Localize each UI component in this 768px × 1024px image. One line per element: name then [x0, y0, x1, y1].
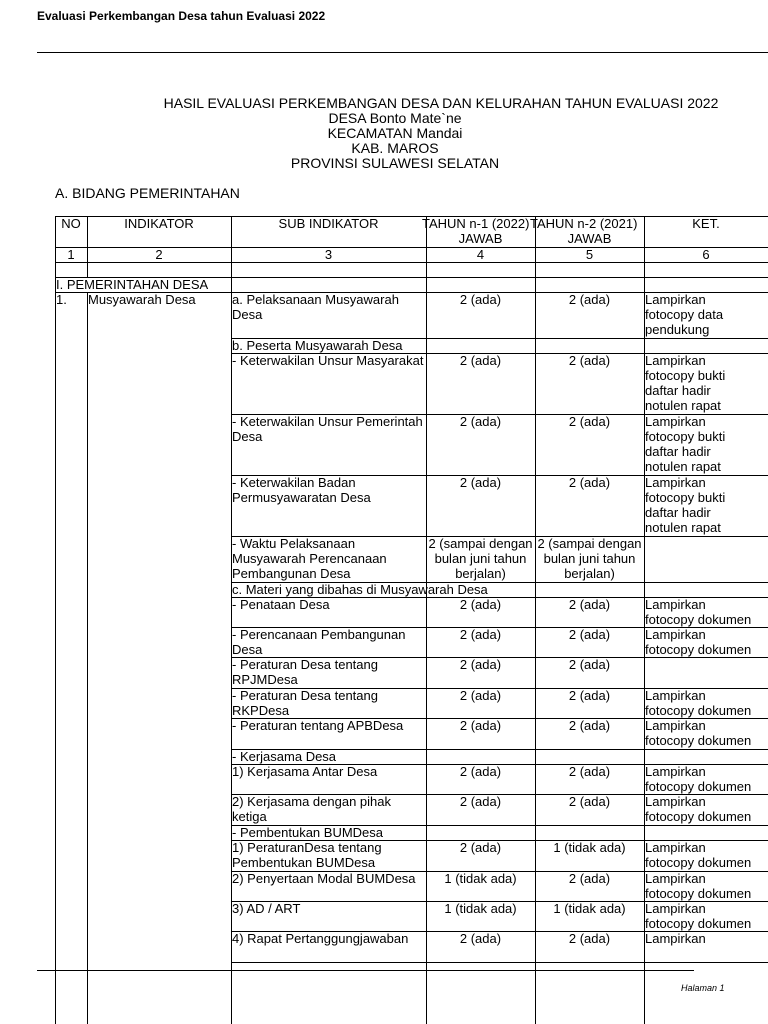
column-number: 3 — [324, 247, 333, 262]
sub-indikator: - Keterwakilan Badan — [232, 475, 356, 490]
desa-line: DESA Bonto Mate`ne — [328, 110, 462, 126]
column-number: 5 — [585, 247, 594, 262]
sub-indikator: c. Materi yang dibahas di Musyawarah Desa — [232, 582, 488, 597]
keterangan: fotocopy bukti — [645, 490, 726, 505]
sub-indikator: - Keterwakilan Unsur Pemerintah — [232, 414, 423, 429]
sub-indikator: Musyawarah Perencanaan — [232, 551, 387, 566]
report-title: HASIL EVALUASI PERKEMBANGAN DESA DAN KELURAHAN TAHUN EVALUASI 2022 — [163, 95, 719, 111]
sub-indikator: 2) Penyertaan Modal BUMDesa — [232, 871, 416, 886]
sub-indikator: Desa — [232, 307, 263, 322]
tahun-n1-value: 1 (tidak ada) — [444, 901, 517, 916]
tahun-n1-value: 2 (ada) — [459, 597, 502, 612]
column-rule — [87, 262, 88, 277]
sub-indikator: 1) PeraturanDesa tentang — [232, 840, 382, 855]
column-number: 1 — [67, 247, 75, 262]
tahun-n1-value: 2 (ada) — [459, 931, 502, 946]
keterangan: fotocopy dokumen — [645, 855, 752, 870]
sub-indikator: Desa — [232, 429, 263, 444]
column-number: 6 — [702, 247, 710, 262]
header-tahun-n1: TAHUN n-1 (2022) — [422, 216, 530, 231]
keterangan: notulen rapat — [645, 520, 721, 535]
sub-indikator: - Peraturan tentang APBDesa — [232, 718, 404, 733]
keterangan: Lampirkan — [645, 901, 706, 916]
tahun-n2-value: berjalan) — [564, 566, 615, 581]
keterangan: fotocopy data — [645, 307, 724, 322]
section-heading: A. BIDANG PEMERINTAHAN — [55, 185, 240, 201]
tahun-n2-value: 2 (ada) — [568, 764, 611, 779]
keterangan: fotocopy dokumen — [645, 809, 752, 824]
tahun-n2-value: 2 (ada) — [568, 718, 611, 733]
keterangan: fotocopy dokumen — [645, 703, 752, 718]
tahun-n2-value: 2 (ada) — [568, 657, 611, 672]
kecamatan-line: KECAMATAN Mandai — [327, 125, 463, 141]
tahun-n2-value: 2 (ada) — [568, 475, 611, 490]
tahun-n1-value: 2 (ada) — [459, 627, 502, 642]
sub-indikator: RPJMDesa — [232, 672, 298, 687]
kabupaten-line: KAB. MAROS — [351, 140, 439, 156]
header-indikator: INDIKATOR — [124, 216, 194, 231]
keterangan: Lampirkan — [645, 840, 706, 855]
keterangan: Lampirkan — [645, 931, 706, 946]
keterangan: Lampirkan — [645, 718, 706, 733]
tahun-n2-value: 1 (tidak ada) — [553, 840, 626, 855]
tahun-n2-value: 2 (sampai dengan — [537, 536, 642, 551]
tahun-n2-value: 2 (ada) — [568, 597, 611, 612]
column-number: 4 — [476, 247, 485, 262]
keterangan: fotocopy dokumen — [645, 916, 752, 931]
group-label: I. PEMERINTAHAN DESA — [56, 277, 209, 292]
column-rule — [87, 292, 88, 1024]
tahun-n1-value: 2 (ada) — [459, 764, 502, 779]
keterangan: Lampirkan — [645, 292, 706, 307]
sub-indikator: ketiga — [232, 809, 267, 824]
tahun-n2-value: 2 (ada) — [568, 931, 611, 946]
sub-indikator: RKPDesa — [232, 703, 290, 718]
keterangan: daftar hadir — [645, 383, 711, 398]
keterangan: Lampirkan — [645, 794, 706, 809]
sub-indikator: Desa — [232, 642, 263, 657]
keterangan: fotocopy bukti — [645, 429, 726, 444]
table-row-rule — [231, 962, 768, 963]
keterangan: notulen rapat — [645, 398, 721, 413]
sub-indikator: - Penataan Desa — [232, 597, 330, 612]
sub-indikator: - Pembentukan BUMDesa — [232, 825, 384, 840]
tahun-n2-value: 2 (ada) — [568, 688, 611, 703]
keterangan: daftar hadir — [645, 505, 711, 520]
sub-indikator: - Kerjasama Desa — [232, 749, 337, 764]
tahun-n1-value: 2 (ada) — [459, 414, 502, 429]
header-ket: KET. — [692, 216, 720, 231]
tahun-n1-value: 2 (ada) — [459, 292, 502, 307]
keterangan: Lampirkan — [645, 627, 706, 642]
sub-indikator: 4) Rapat Pertanggungjawaban — [232, 931, 409, 946]
sub-indikator: 3) AD / ART — [232, 901, 301, 916]
row-number: 1. — [56, 292, 67, 307]
tahun-n2-value: bulan juni tahun — [543, 551, 636, 566]
keterangan: Lampirkan — [645, 475, 706, 490]
tahun-n1-value: 2 (ada) — [459, 794, 502, 809]
table-left-border — [55, 216, 56, 1024]
column-number: 2 — [155, 247, 163, 262]
keterangan: Lampirkan — [645, 597, 706, 612]
header-tahun-n2: TAHUN n-2 (2021) — [530, 216, 638, 231]
sub-indikator: 1) Kerjasama Antar Desa — [232, 764, 378, 779]
running-header: Evaluasi Perkembangan Desa tahun Evaluasi 2022 — [37, 9, 326, 23]
tahun-n2-value: 2 (ada) — [568, 353, 611, 368]
keterangan: fotocopy dokumen — [645, 733, 752, 748]
provinsi-line: PROVINSI SULAWESI SELATAN — [290, 155, 500, 171]
tahun-n2-value: 2 (ada) — [568, 414, 611, 429]
keterangan: Lampirkan — [645, 414, 706, 429]
keterangan: Lampirkan — [645, 688, 706, 703]
keterangan: pendukung — [645, 322, 710, 337]
tahun-n2-value: 2 (ada) — [568, 794, 611, 809]
keterangan: fotocopy dokumen — [645, 779, 752, 794]
tahun-n1-value: 2 (ada) — [459, 475, 502, 490]
tahun-n1-value: 2 (ada) — [459, 657, 502, 672]
tahun-n2-value: 1 (tidak ada) — [553, 901, 626, 916]
header-tahun-n1-jawab: JAWAB — [458, 231, 503, 246]
keterangan: fotocopy dokumen — [645, 886, 752, 901]
tahun-n1-value: 2 (sampai dengan — [428, 536, 533, 551]
sub-indikator: - Keterwakilan Unsur Masyarakat — [232, 353, 424, 368]
header-tahun-n2-jawab: JAWAB — [567, 231, 612, 246]
tahun-n1-value: 2 (ada) — [459, 688, 502, 703]
header-no: NO — [61, 216, 81, 231]
sub-indikator: - Peraturan Desa tentang — [232, 688, 378, 703]
page-number: Halaman 1 — [681, 983, 725, 993]
tahun-n2-value: 2 (ada) — [568, 627, 611, 642]
sub-indikator: 2) Kerjasama dengan pihak — [232, 794, 391, 809]
header-rule — [37, 52, 768, 53]
keterangan: notulen rapat — [645, 459, 721, 474]
sub-indikator: Pembentukan BUMDesa — [232, 855, 376, 870]
keterangan: fotocopy dokumen — [645, 612, 752, 627]
number-row-rule — [55, 262, 768, 263]
sub-indikator: a. Pelaksanaan Musyawarah — [232, 292, 399, 307]
footer-rule — [37, 970, 694, 971]
tahun-n2-value: 2 (ada) — [568, 871, 611, 886]
tahun-n1-value: 2 (ada) — [459, 353, 502, 368]
sub-indikator: - Perencanaan Pembangunan — [232, 627, 406, 642]
keterangan: daftar hadir — [645, 444, 711, 459]
tahun-n1-value: berjalan) — [455, 566, 506, 581]
sub-indikator: Permusyawaratan Desa — [232, 490, 371, 505]
header-sub-indikator: SUB INDIKATOR — [278, 216, 379, 231]
sub-indikator: Pembangunan Desa — [232, 566, 351, 581]
keterangan: Lampirkan — [645, 764, 706, 779]
indikator-label: Musyawarah Desa — [88, 292, 196, 307]
tahun-n1-value: 2 (ada) — [459, 840, 502, 855]
keterangan: Lampirkan — [645, 871, 706, 886]
keterangan: fotocopy dokumen — [645, 642, 752, 657]
tahun-n2-value: 2 (ada) — [568, 292, 611, 307]
tahun-n1-value: 1 (tidak ada) — [444, 871, 517, 886]
sub-indikator: - Peraturan Desa tentang — [232, 657, 378, 672]
keterangan: Lampirkan — [645, 353, 706, 368]
sub-indikator: b. Peserta Musyawarah Desa — [232, 338, 403, 353]
sub-indikator: - Waktu Pelaksanaan — [232, 536, 356, 551]
tahun-n1-value: bulan juni tahun — [434, 551, 527, 566]
keterangan: fotocopy bukti — [645, 368, 726, 383]
tahun-n1-value: 2 (ada) — [459, 718, 502, 733]
